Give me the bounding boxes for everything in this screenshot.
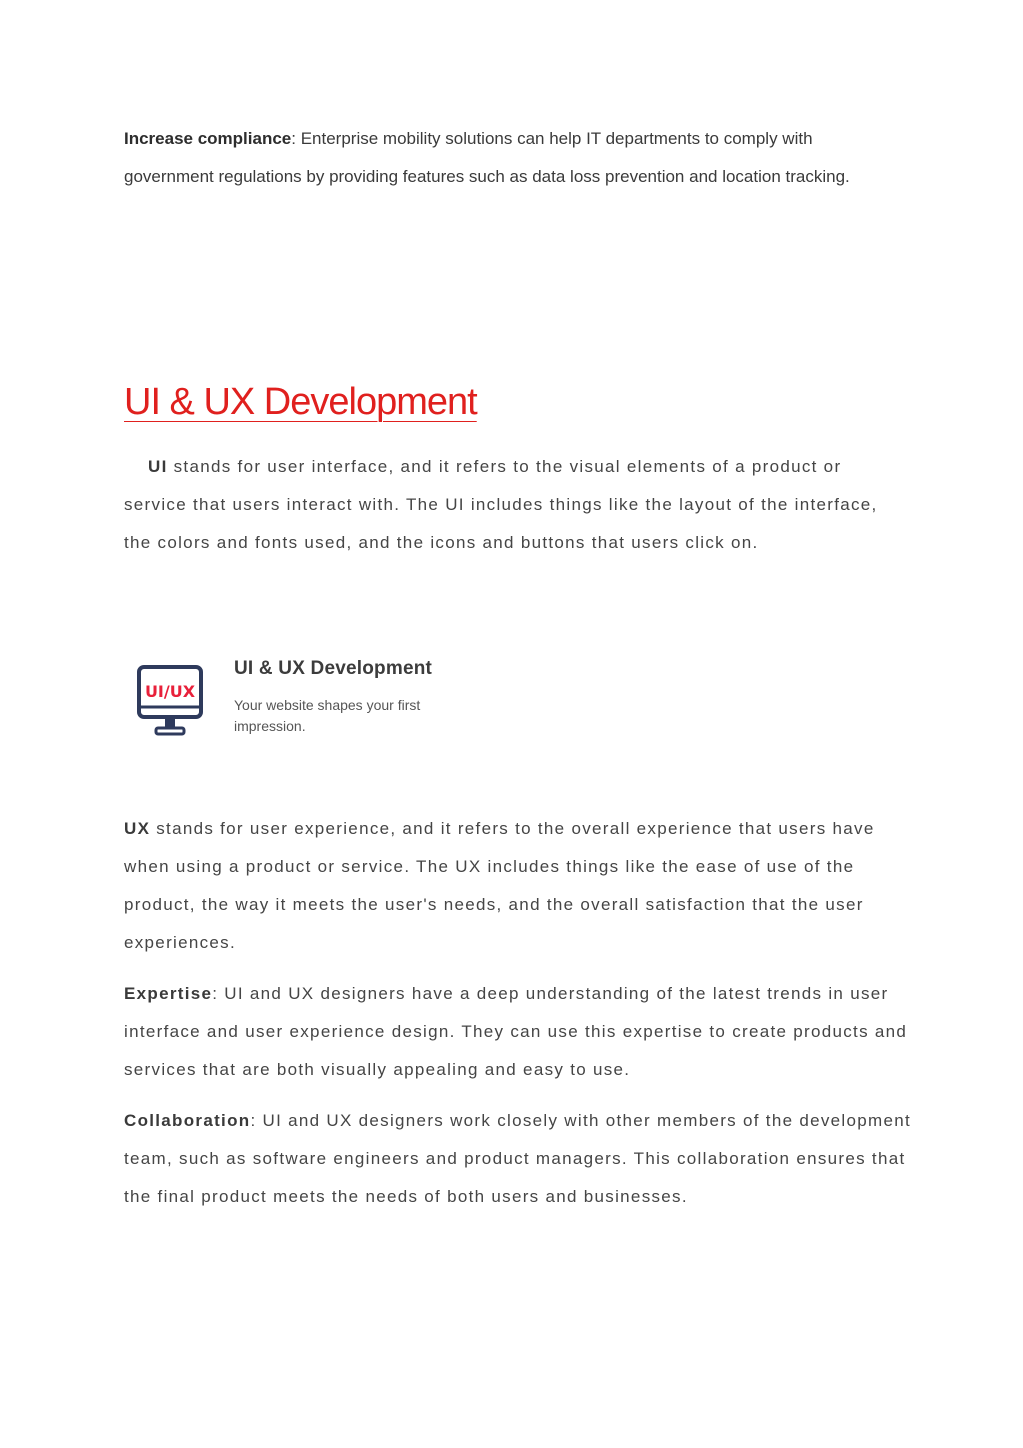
compliance-paragraph [124, 120, 904, 196]
ui-ux-card-image [124, 640, 484, 760]
ui-term: UI [148, 457, 168, 476]
ux-term: UX [124, 819, 151, 838]
compliance-term: Increase compliance [124, 129, 292, 148]
ux-paragraph [124, 810, 914, 962]
card-title: UI & UX Development [234, 658, 433, 679]
card-description: Your website shapes your first impression. [234, 697, 421, 734]
monitor-icon-label: UI/UX [144, 682, 196, 701]
ui-text: stands for user interface, and it refers to the visual elements of a product or service that users interact with. The UI includes things like the layout of the interface, the colors and fonts used, and the icons and buttons that users click on. [124, 457, 878, 552]
ux-text: stands for user experience, and it refers to the overall experience that users have when using a product or service. The UX includes things like the ease of use of the product, the way it meets the user's needs, and the overall satisfaction that the user experiences. [124, 819, 875, 952]
expertise-paragraph [124, 975, 914, 1089]
collaboration-text: : UI and UX designers work closely with other members of the development team, such as software engineers and product managers. This collaboration ensures that the final product meets the needs of both users and businesses. [124, 1111, 911, 1206]
monitor-icon [136, 664, 204, 740]
collaboration-term: Collaboration [124, 1111, 251, 1130]
collaboration-paragraph [124, 1102, 914, 1216]
ui-paragraph [124, 448, 904, 562]
compliance-text: : Enterprise mobility solutions can help IT departments to comply with government regulations by providing features such as data loss prevention and location tracking. [124, 129, 850, 186]
expertise-term: Expertise [124, 984, 213, 1003]
expertise-text: : UI and UX designers have a deep understanding of the latest trends in user interface and user experience design. They can use this expertise to create products and services that are both visually appealing and easy to use. [124, 984, 908, 1079]
section-heading: UI & UX Development [124, 381, 477, 423]
